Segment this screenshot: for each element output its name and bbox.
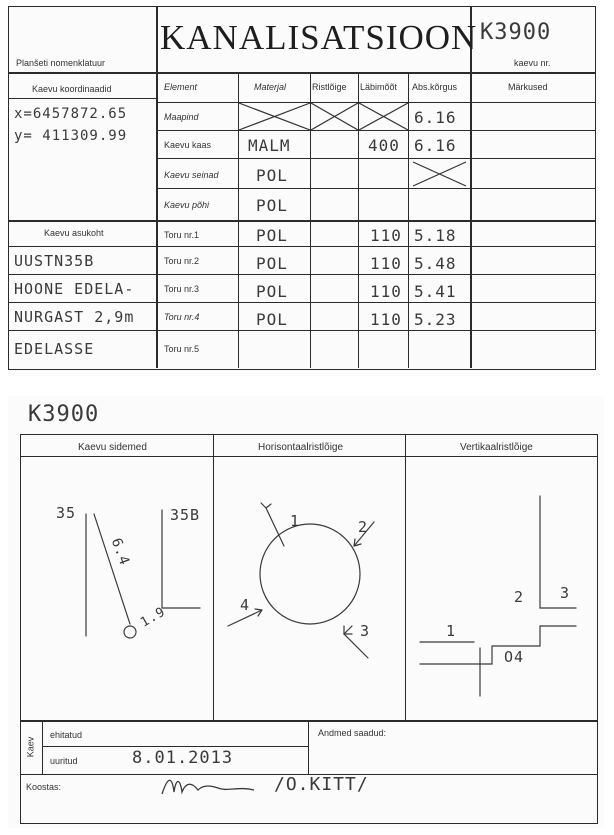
row-element-4: Kaevu põhi <box>164 200 210 210</box>
header-labimoot: Läbimõõt <box>360 82 398 92</box>
page-title: KANALISATSIOON <box>160 18 478 57</box>
asukoht-line-4: EDELASSE <box>14 340 95 358</box>
asukoht-line-3: NURGAST 2,9m <box>14 308 135 326</box>
top-card <box>8 6 598 376</box>
row-labimoot-6: 110 <box>370 254 402 273</box>
section-vertikaal: Vertikaalristlõige <box>460 442 533 453</box>
andmed-label: Andmed saadud: <box>318 728 387 738</box>
header-element: Element <box>164 82 198 92</box>
row-materjal-4: POL <box>256 196 288 215</box>
y-coordinate: y= 411309.99 <box>14 128 128 144</box>
kaev-label: Kaev <box>25 736 36 758</box>
sidemed-dist-long: 6.4 <box>107 535 133 569</box>
row-abs-5: 5.18 <box>414 226 457 245</box>
horis-pipe-1: 1 <box>290 512 301 530</box>
row-element-8: Toru nr.4 <box>164 312 200 322</box>
koostas-name: /O.KITT/ <box>274 774 369 795</box>
kaevu-nr-value: K3900 <box>480 20 552 45</box>
handwritten-title: K3900 <box>28 402 100 427</box>
uuritud-date: 8.01.2013 <box>132 748 234 768</box>
koostas-label: Koostas: <box>26 782 62 792</box>
sidemed-label-right: 35B <box>170 506 201 524</box>
row-materjal-2: MALM <box>248 136 291 155</box>
row-element-3: Kaevu seinad <box>164 170 219 180</box>
row-materjal-8: POL <box>256 310 288 329</box>
section-sidemed: Kaevu sidemed <box>78 442 147 453</box>
horis-pipe-4: 4 <box>240 596 251 614</box>
asukoht-label: Kaevu asukoht <box>44 228 104 238</box>
sketch-drawings <box>8 396 604 828</box>
row-labimoot-2: 400 <box>368 136 400 155</box>
x-coordinate: x=6457872.65 <box>14 106 128 122</box>
horis-pipe-3: 3 <box>360 622 371 640</box>
vert-pipe-3: 3 <box>560 584 571 602</box>
koord-label: Kaevu koordinaadid <box>32 84 112 94</box>
row-labimoot-5: 110 <box>370 226 402 245</box>
header-ristloige: Ristlõige <box>312 82 347 92</box>
header-materjal: Materjal <box>254 82 287 92</box>
row-materjal-5: POL <box>256 226 288 245</box>
crossed-cells <box>8 6 598 376</box>
asukoht-line-2: HOONE EDELA- <box>14 280 135 298</box>
sidemed-label-left: 35 <box>56 504 77 522</box>
row-element-5: Toru nr.1 <box>164 230 200 240</box>
header-abs-korgus: Abs.kõrgus <box>412 82 458 92</box>
row-element-1: Maapind <box>164 112 199 122</box>
row-abs-8: 5.23 <box>414 310 457 329</box>
row-element-9: Toru nr.5 <box>164 344 200 354</box>
row-labimoot-7: 110 <box>370 282 402 301</box>
kaevu-nr-label: kaevu nr. <box>514 58 551 68</box>
section-horisontaal: Horisontaalristlõige <box>258 442 344 453</box>
asukoht-line-1: UUSTN35B <box>14 252 95 270</box>
planseti-label: Planšeti nomenklatuur <box>16 58 106 68</box>
row-abs-6: 5.48 <box>414 254 457 273</box>
ehitatud-label: ehitatud <box>50 730 83 740</box>
signature <box>158 772 258 802</box>
row-labimoot-8: 110 <box>370 310 402 329</box>
row-abs-1: 6.16 <box>414 108 457 127</box>
row-abs-2: 6.16 <box>414 136 457 155</box>
row-element-7: Toru nr.3 <box>164 284 200 294</box>
row-materjal-7: POL <box>256 282 288 301</box>
row-abs-7: 5.41 <box>414 282 457 301</box>
header-markused: Märkused <box>508 82 548 92</box>
vert-pipe-2: 2 <box>514 588 525 606</box>
vert-pipe-1: 1 <box>446 622 457 640</box>
uuritud-label: uuritud <box>50 756 78 766</box>
vert-pipe-4: O4 <box>504 648 525 666</box>
row-materjal-6: POL <box>256 254 288 273</box>
row-element-6: Toru nr.2 <box>164 256 200 266</box>
horis-pipe-2: 2 <box>358 518 369 536</box>
sidemed-dist-short: 1.9 <box>138 604 169 631</box>
row-element-2: Kaevu kaas <box>164 140 212 150</box>
row-materjal-3: POL <box>256 166 288 185</box>
bottom-card <box>8 396 604 828</box>
